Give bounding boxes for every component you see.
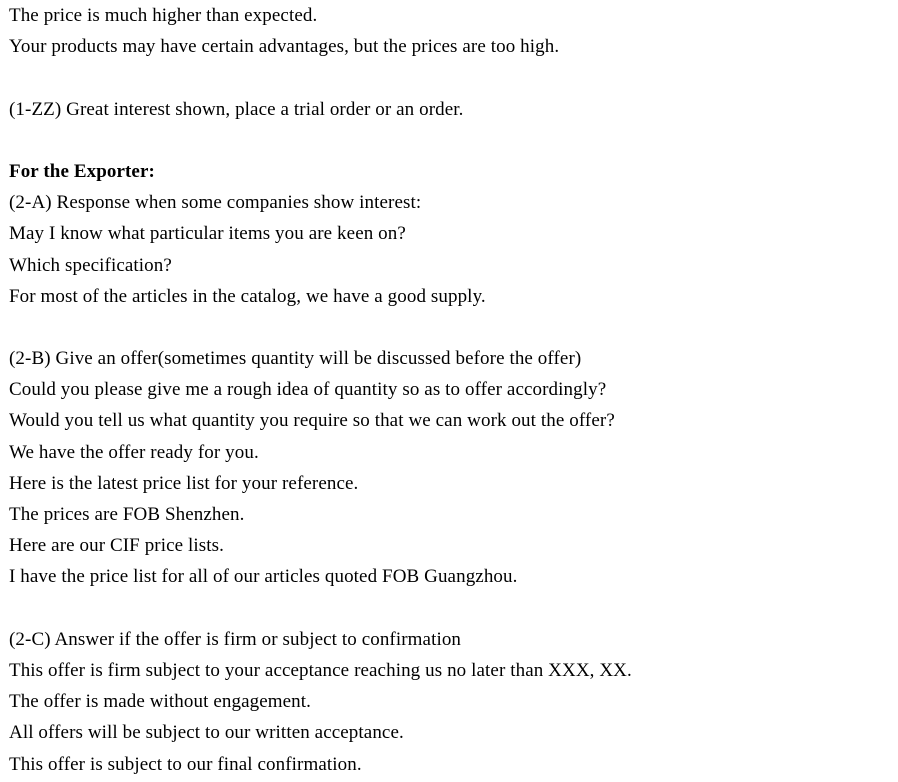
section-2a-line: For most of the articles in the catalog, we have a good supply. bbox=[9, 285, 486, 307]
section-2a-line: Which specification? bbox=[9, 254, 172, 276]
section-2b-line: We have the offer ready for you. bbox=[9, 441, 259, 463]
spacer bbox=[9, 62, 894, 93]
section-2b-line: The prices are FOB Shenzhen. bbox=[9, 504, 245, 525]
spacer bbox=[9, 125, 894, 156]
section-2a-line: May I know what particular items you are keen on? bbox=[9, 223, 406, 245]
section-2c-heading: (2-C) Answer if the offer is firm or subject to confirmation bbox=[9, 628, 462, 650]
section-2b-line: Here are our CIF price lists. bbox=[9, 535, 224, 557]
exporter-title: For the Exporter: bbox=[9, 160, 155, 182]
section-2b-heading: (2-B) Give an offer(sometimes quantity will be discussed before the offer) bbox=[9, 348, 582, 370]
section-2b-line: Would you tell us what quantity you require so that we can work out the offer? bbox=[9, 410, 615, 432]
section-2c-line: This offer is firm subject to your acceptance reaching us no later than XXX, XX. bbox=[9, 659, 632, 681]
section-2b-line: I have the price list for all of our articles quoted FOB Guangzhou. bbox=[9, 566, 518, 588]
intro-line-2: Your products may have certain advantages, but the prices are too high. bbox=[9, 36, 560, 58]
section-2c-line: All offers will be subject to our written acceptance. bbox=[9, 722, 404, 744]
spacer bbox=[9, 312, 894, 343]
section-2c-line: This offer is subject to our final confirmation. bbox=[9, 753, 362, 775]
section-2b-line: Could you please give me a rough idea of quantity so as to offer accordingly? bbox=[9, 379, 607, 401]
section-2a-heading: (2-A) Response when some companies show interest: bbox=[9, 192, 422, 214]
section-2c-line: The offer is made without engagement. bbox=[9, 691, 311, 713]
section-2b-line: Here is the latest price list for your reference. bbox=[9, 472, 359, 494]
spacer bbox=[9, 593, 894, 624]
document-page bbox=[9, 0, 894, 780]
section-1zz-heading: (1-ZZ) Great interest shown, place a trial order or an order. bbox=[9, 98, 464, 120]
intro-line-1: The price is much higher than expected. bbox=[9, 5, 318, 26]
